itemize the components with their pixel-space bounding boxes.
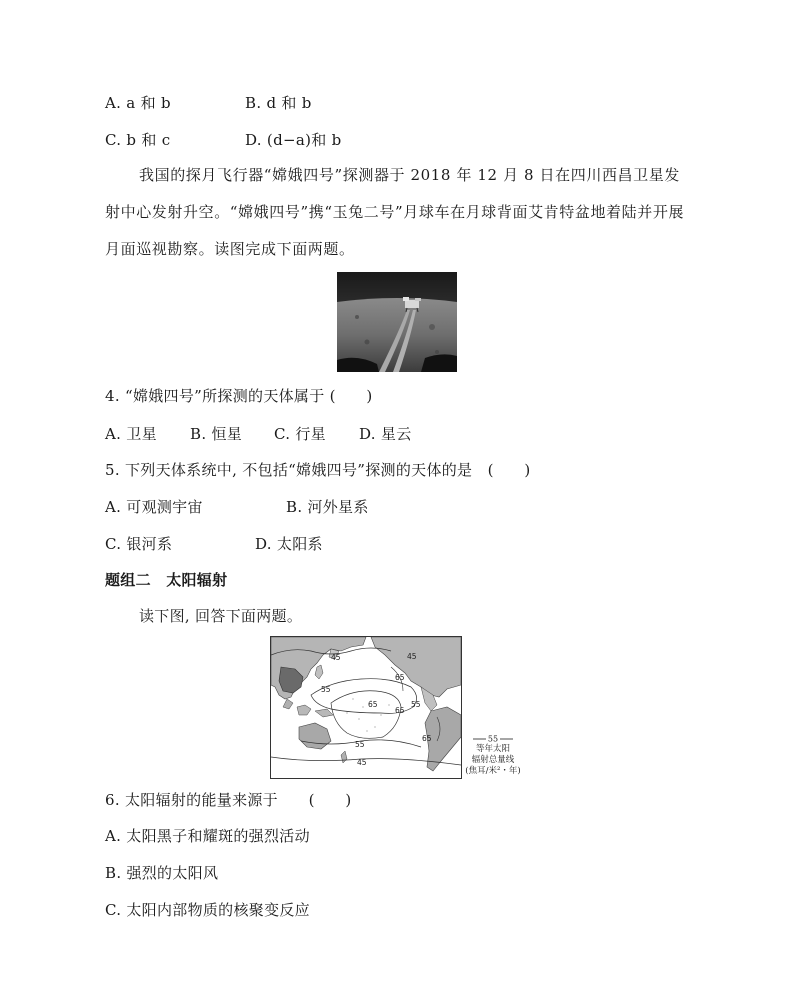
- contour-label: 45: [331, 653, 341, 662]
- option-b: B. d 和 b: [245, 94, 312, 112]
- legend-title-2: 辐射总量线: [471, 755, 515, 765]
- q5-option-b: B. 河外星系: [286, 498, 369, 516]
- contour-label: 55: [355, 740, 365, 749]
- legend-value: 55: [487, 734, 499, 743]
- contour-label: 45: [357, 758, 367, 767]
- q4-option-a: A. 卫星: [105, 425, 157, 443]
- q5-option-d: D. 太阳系: [255, 535, 323, 553]
- option-a: A. a 和 b: [105, 94, 171, 112]
- legend-contour-symbol: [473, 733, 513, 743]
- q4-option-b: B. 恒星: [190, 425, 243, 443]
- contour-label: 55: [411, 700, 421, 709]
- intro-paragraph: 我国的探月飞行器“嫦娥四号”探测器于 2018 年 12 月 8 日在四川西昌卫星发射中心发射升空。“嫦娥四号”携“玉兔二号”月球车在月球背面艾肯特盆地着陆并开展月面巡视勘察。读图完成下面两题。: [105, 166, 685, 258]
- q5-stem: 5. 下列天体系统中, 不包括“嫦娥四号”探测的天体的是 ( ): [105, 461, 531, 479]
- option-d: D. (d−a)和 b: [245, 131, 342, 149]
- contour-label: 65: [395, 706, 405, 715]
- solar-radiation-map: [270, 636, 462, 779]
- contour-label: 55: [321, 685, 331, 694]
- contour-label: 65: [395, 673, 405, 682]
- q4-option-c: C. 行星: [274, 425, 326, 443]
- lunar-rover-photo: [337, 272, 457, 372]
- contour-label: 45: [407, 652, 417, 661]
- map-legend: [460, 733, 526, 777]
- contour-label: 65: [368, 700, 378, 709]
- section-heading: 题组二 太阳辐射: [105, 571, 228, 589]
- q5-option-c: C. 银河系: [105, 535, 173, 553]
- q6-option-b: B. 强烈的太阳风: [105, 864, 219, 882]
- legend-unit: (焦耳/米²・年): [465, 766, 521, 776]
- q4-option-d: D. 星云: [359, 425, 412, 443]
- option-c: C. b 和 c: [105, 131, 171, 149]
- legend-title-1: 等年太阳: [475, 744, 510, 754]
- q6-option-c: C. 太阳内部物质的核聚变反应: [105, 901, 310, 919]
- contour-label: 65: [422, 734, 432, 743]
- q5-option-a: A. 可观测宇宙: [105, 498, 203, 516]
- q6-option-a: A. 太阳黑子和耀斑的强烈活动: [105, 827, 310, 845]
- map-intro: 读下图, 回答下面两题。: [139, 607, 303, 625]
- q4-stem: 4. “嫦娥四号”所探测的天体属于 ( ): [105, 387, 373, 405]
- q6-stem: 6. 太阳辐射的能量来源于 ( ): [105, 791, 352, 809]
